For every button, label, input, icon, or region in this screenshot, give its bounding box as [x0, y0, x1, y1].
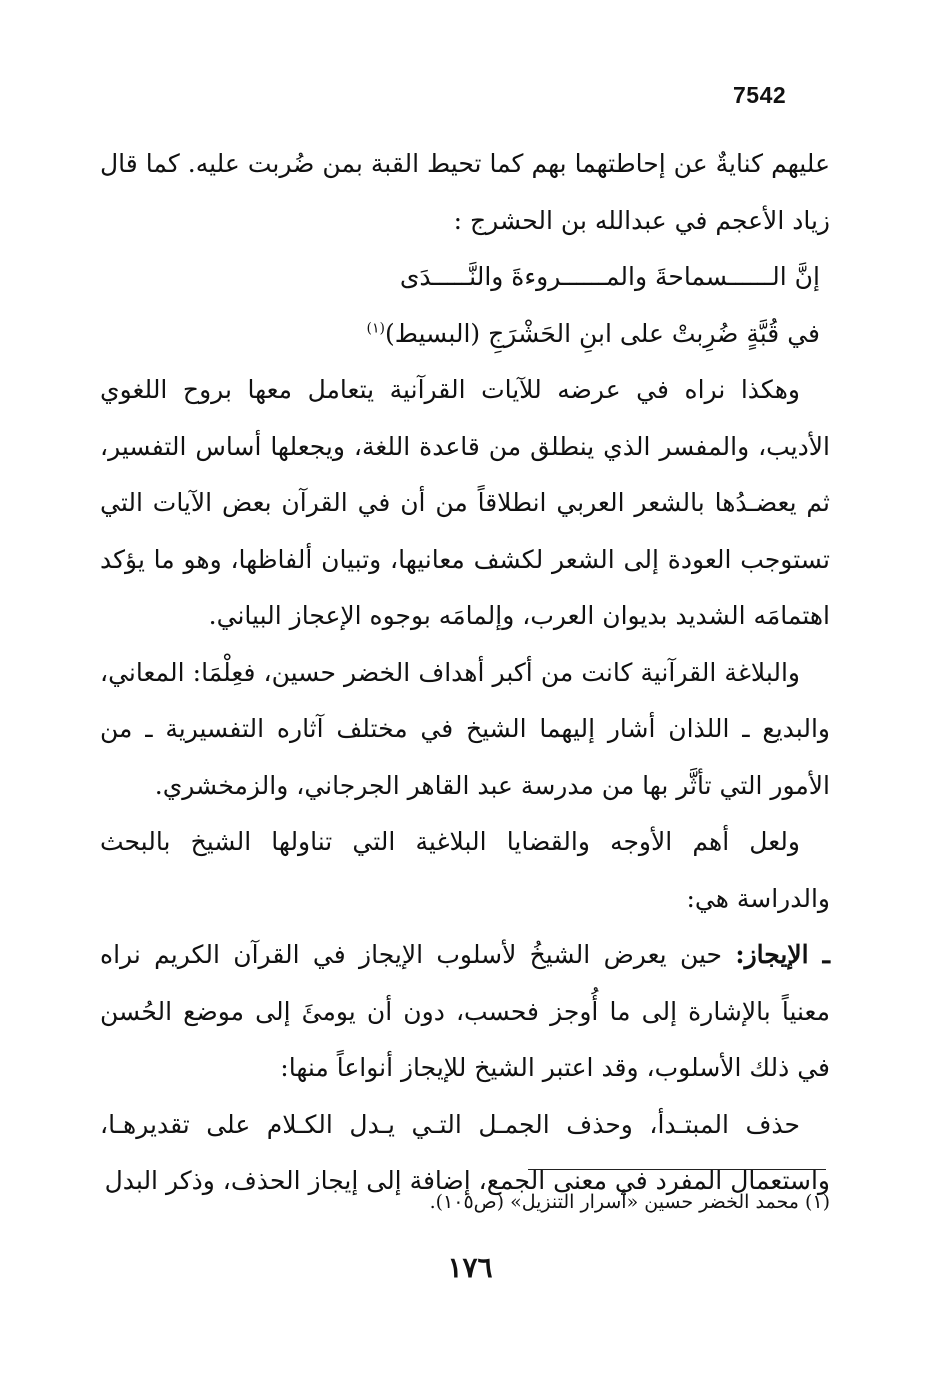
verse-text: إنَّ الــــــسماحةَ والمــــــروءةَ والنَّـــــدَى — [399, 262, 820, 291]
text-line: الشعر لكشف معانيها، وتبيان ألفاظها، وهو ما يؤكد اهتمامَه الشديد بديوان — [100, 544, 830, 630]
text-line: والبلاغة القرآنية كانت من أكبر أهداف الخضر حسين، فعِلْمَا: المعاني، — [100, 657, 800, 687]
text-line: واستعمال المفرد في معنى الجمع، إضافة إلى إيجاز الحذف، وذكر البدل — [104, 1166, 830, 1195]
text-line: بالشعر العربي انطلاقاً من أن في القرآن بعض الآيات التي تستوجب العودة إلى — [100, 488, 830, 574]
paragraph-intro — [100, 136, 830, 249]
text-line: عليهم كنايةٌ عن إحاطتهما بهم كما تحيط القبة بمن ضُربت عليه. كما قال — [100, 149, 830, 178]
paragraph-rhetoric — [100, 645, 830, 815]
text-line: ذلك الأسلوب، وقد اعتبر الشيخ للإيجاز أنواعاً منها: — [280, 1053, 790, 1082]
text-line: وهكذا نراه في عرضه للآيات القرآنية يتعامل معها بروح اللغوي الأديب، — [100, 375, 830, 461]
footnote: (١) محمد الخضر حسين «أسرار التنزيل» (ص١٠٥). — [429, 1191, 830, 1213]
text-line: التي تأثَّر بها من مدرسة عبد القاهر الجرجاني، والزمخشري. — [154, 770, 763, 800]
text-line: زياد الأعجم في عبدالله بن الحشرج : — [453, 205, 830, 235]
verse-line-2 — [100, 306, 830, 363]
footnote-reference: (١) — [366, 320, 385, 337]
footnote-divider — [528, 1169, 826, 1170]
verse-line-1 — [100, 249, 830, 306]
text-line: العرب، وإلمامَه بوجوه الإعجاز البياني. — [208, 601, 595, 630]
page-code: 7542 — [733, 82, 787, 108]
text-line: معنياً بالإشارة إلى ما أُوجز فحسب، دون أن يومئَ إلى موضع الحُسن في — [100, 996, 830, 1082]
page-number: ١٧٦ — [447, 1251, 493, 1284]
text-line: والبديع ـ اللذان أشار إليهما الشيخ في مختلف آثاره التفسيرية ـ من الأمور — [100, 714, 830, 800]
verse-text: في قُبَّةٍ ضُرِبتْ على ابنِ الحَشْرَجِ (البسيط) — [385, 318, 820, 348]
paragraph-ijaz — [100, 927, 830, 1097]
paragraph-quranic-verses — [100, 362, 830, 645]
text-line: والمفسر الذي ينطلق من قاعدة اللغة، ويجعلها أساس التفسير، ثم يعضـدُها — [100, 431, 830, 517]
text-line: ولعل أهم الأوجه والقضايا البلاغية التي تناولها الشيخ بالبحث والدراسة — [100, 827, 830, 913]
section-heading: ـ الإيجاز: — [735, 940, 831, 969]
paragraph-topics — [100, 814, 830, 927]
main-text — [100, 136, 830, 1210]
text-line: حذف المبتـدأ، وحذف الجمـل التـي يـدل الكـلام على تقديرهـا، — [100, 1109, 800, 1139]
text-line: هي: — [686, 883, 729, 913]
text-line: حين يعرض الشيخُ لأسلوب الإيجاز في القرآن الكريم نراه — [100, 940, 722, 969]
